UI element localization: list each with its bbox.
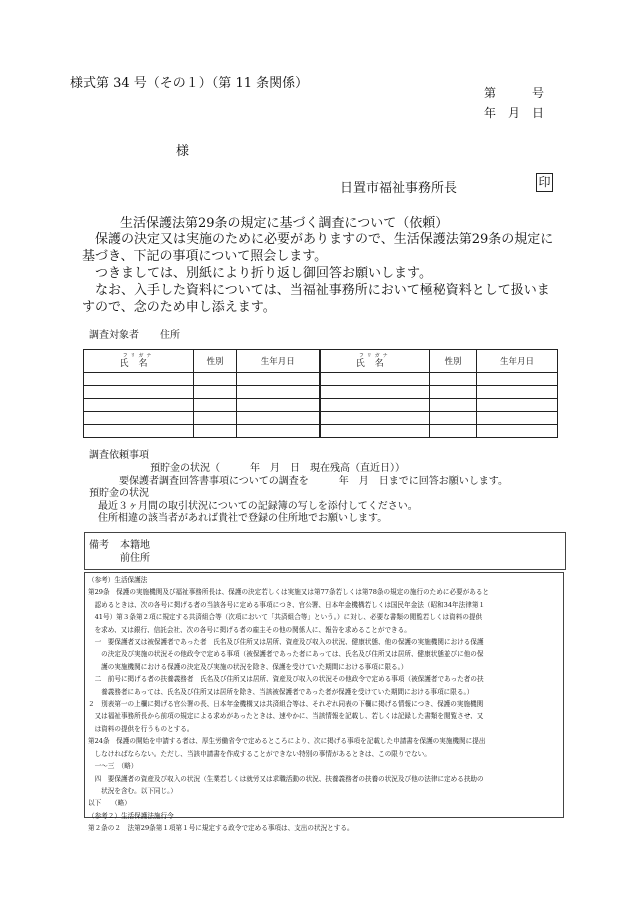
table-cell[interactable] — [237, 425, 320, 438]
table-cell[interactable] — [237, 373, 320, 386]
table-cell[interactable] — [237, 399, 320, 412]
header-gender-1: 性別 — [194, 350, 237, 373]
table-cell[interactable] — [194, 425, 237, 438]
reference-line: 四 要保護者の資産及び収入の状況（生業若しくは就労又は求職活動の状況、扶養義務者の扶養の状況及び他の法律に定める扶助の — [88, 774, 484, 783]
reference-line: ２ 別表第一の上欄に掲げる官公署の長、日本年金機構又は共済組合等は、それぞれ同表の下欄に掲げる情報につき、保護の実施機関 — [88, 700, 484, 709]
table-cell[interactable] — [320, 373, 430, 386]
request-item-1: 最近３ヶ月間の取引状況についての記録簿の写しを添付してください。 — [98, 501, 418, 512]
table-cell[interactable] — [477, 386, 558, 399]
document-title: 生活保護法第29条の規定に基づく調査について（依頼） — [120, 216, 449, 231]
table-cell[interactable] — [320, 412, 430, 425]
subject-table — [83, 349, 558, 438]
reference-line: 第２条の２ 法第29条第１項第１号に規定する政令で定める事項は、支出の状況とする。 — [88, 824, 354, 833]
table-cell[interactable] — [237, 412, 320, 425]
form-number: 様式第 34 号（その１）（第 11 条関係） — [70, 76, 309, 91]
reference-line: 41号）第３条第２項に規定する共済組合等（次項において「共済組合等」という。）に対し、必要な書類の閲覧若しくは資料の提供 — [88, 613, 483, 622]
reference-line: 一 要保護者又は被保護者であった者 氏名及び住所又は居所、資産及び収入の状況、健康状態、他の保護の実施機関における保護 — [88, 638, 484, 647]
reference-line: 一～三 （略） — [88, 762, 138, 771]
header-name-1 — [84, 350, 194, 373]
table-cell[interactable] — [320, 425, 430, 438]
table-cell[interactable] — [430, 425, 477, 438]
reference-line: 養義務者にあっては、氏名及び住所又は居所を除き、当該被保護者であった者が保護を受けていた期間における事項に限る。） — [88, 687, 474, 696]
document-date: 年 月 日 — [484, 106, 545, 120]
body-paragraph-4: なお、入手した資料については、当福祉事務所において極秘資料として扱いま — [95, 283, 550, 298]
body-paragraph-2: 基づき、下記の事項について照会します。 — [82, 249, 328, 264]
table-cell[interactable] — [320, 399, 430, 412]
sender-name: 日置市福祉事務所長 — [340, 181, 458, 196]
request-item-2: 住所相違の該当者があれば貴社で登録の住所地でお願いします。 — [98, 513, 388, 524]
seal-mark: 印 — [536, 173, 553, 192]
header-name-2 — [320, 350, 430, 373]
table-row — [84, 425, 558, 438]
furigana-label-2: フリガナ — [358, 352, 391, 359]
reference-line: （参考）生活保護法 — [88, 576, 148, 584]
header-gender-2: 性別 — [430, 350, 477, 373]
subject-address-label: 住所 — [160, 330, 180, 341]
name-label-2: 氏名 — [355, 358, 394, 369]
remarks-honseki: 本籍地 — [120, 540, 150, 551]
reference-line: の決定及び実施の状況その他政令で定める事項（被保護者であった者にあっては、氏名及び住所又は居所、健康状態並びに他の保 — [88, 650, 484, 659]
table-cell[interactable] — [84, 386, 194, 399]
savings-status-label: 預貯金の状況 — [89, 488, 149, 499]
document-number: 第 号 — [484, 86, 545, 100]
table-cell[interactable] — [430, 399, 477, 412]
table-cell[interactable] — [477, 399, 558, 412]
table-cell[interactable] — [84, 373, 194, 386]
table-cell[interactable] — [430, 386, 477, 399]
reference-line: を求め、又は銀行、信託会社、次の各号に掲げる者の雇主その他の関係人に、報告を求めることができる。 — [88, 625, 411, 634]
table-row — [84, 386, 558, 399]
table-cell[interactable] — [194, 412, 237, 425]
header-birthdate-2: 生年月日 — [477, 350, 558, 373]
reference-line: しなければならない。ただし、当該申請書を作成することができない特別の事情があるときは、この限りでない。 — [88, 749, 431, 758]
table-cell[interactable] — [430, 373, 477, 386]
deadline-line: 要保護者調査回答書事項についての調査を 年 月 日までに回答お願いします。 — [119, 476, 508, 487]
reference-line: （参考２）生活保護法施行令 — [88, 811, 174, 820]
reference-line: 第29条 保護の実施機関及び福祉事務所長は、保護の決定若しくは実施又は第77条若しくは第78条の規定の施行のために必要があると — [88, 588, 490, 597]
body-paragraph-1: 保護の決定又は実施のために必要がありますので、生活保護法第29条の規定に — [95, 232, 554, 247]
reference-line: 以下 （略） — [88, 799, 131, 808]
header-birthdate-1: 生年月日 — [237, 350, 320, 373]
table-cell[interactable] — [430, 412, 477, 425]
table-cell[interactable] — [320, 386, 430, 399]
reference-line: 護の実施機関における保護の決定及び実施の状況を除き、保護を受けていた期間における事項に限る。） — [88, 662, 408, 671]
table-row — [84, 373, 558, 386]
reference-line: 状況を含む。以下同じ。） — [88, 786, 178, 795]
reference-line: 又は福祉事務所長から前項の規定による求めがあったときは、速やかに、当該情報を記載し、若しくは記録した書類を閲覧させ、又 — [88, 712, 484, 721]
reference-box — [84, 572, 564, 833]
remarks-previous-address: 前住所 — [120, 553, 150, 564]
body-paragraph-3: つきましては、別紙により折り返し御回答お願いします。 — [95, 266, 432, 281]
remarks-label: 備考 — [89, 540, 109, 551]
table-cell[interactable] — [194, 386, 237, 399]
table-row — [84, 412, 558, 425]
reference-line: は資料の提供を行うものとする。 — [88, 724, 194, 733]
table-cell[interactable] — [84, 425, 194, 438]
furigana-label-1: フリガナ — [122, 352, 155, 359]
body-paragraph-5: すので、念のため申し添えます。 — [82, 300, 276, 315]
table-cell[interactable] — [194, 399, 237, 412]
table-cell[interactable] — [84, 412, 194, 425]
table-cell[interactable] — [477, 425, 558, 438]
recipient-suffix: 様 — [176, 144, 190, 159]
table-cell[interactable] — [237, 386, 320, 399]
reference-line: 第24条 保護の開始を申請する者は、厚生労働省令で定めるところにより、次に掲げる事項を記載した申請書を保護の実施機関に提出 — [88, 737, 486, 746]
table-cell[interactable] — [84, 399, 194, 412]
remarks-box — [84, 532, 566, 570]
table-cell[interactable] — [477, 412, 558, 425]
request-heading: 調査依頼事項 — [89, 450, 149, 461]
table-row — [84, 399, 558, 412]
table-cell[interactable] — [194, 373, 237, 386]
table-cell[interactable] — [477, 373, 558, 386]
name-label-1: 氏名 — [119, 358, 158, 369]
reference-line: 認めるときは、次の各号に掲げる者の当該各号に定める事項につき、官公署、日本年金機構若しくは国民年金法（昭和34年法律第１ — [88, 600, 486, 609]
reference-line: 二 前号に掲げる者の扶養義務者 氏名及び住所又は居所、資産及び収入の状況その他政令で定める事項（被保護者であった者の扶 — [88, 675, 484, 684]
subject-label: 調査対象者 — [89, 330, 139, 341]
savings-line: 預貯金の状況（ 年 月 日 現在残高（直近日）） — [150, 463, 405, 474]
